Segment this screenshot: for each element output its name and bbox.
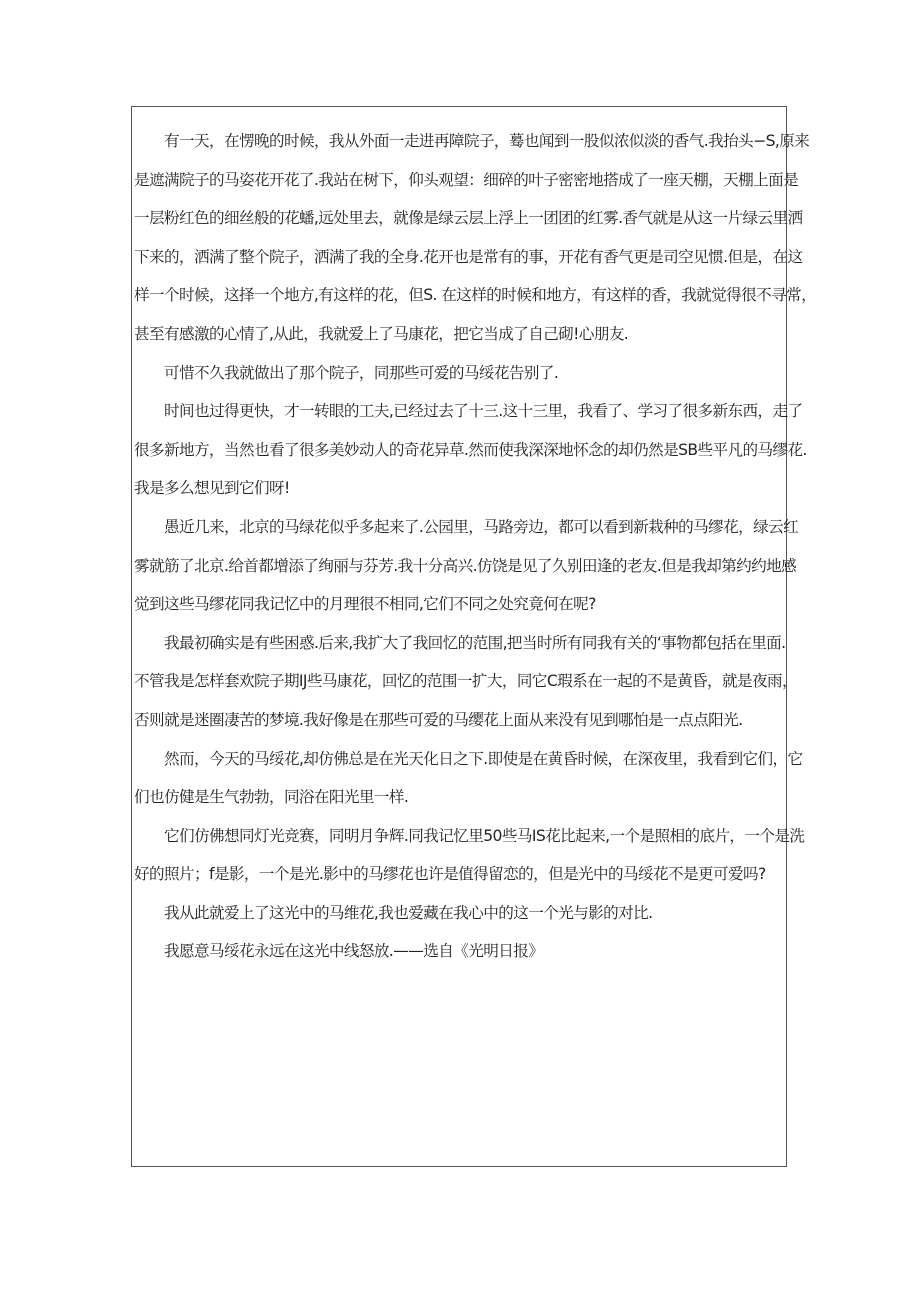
text-line: 下来的，洒满了整个院子，洒满了我的全身.花开也是常有的事，开花有香气更是司空见惯.但是，在这 — [134, 247, 803, 266]
text-line: 我是多么想见到它们呀! — [134, 479, 290, 498]
text-line: 好的照片；f是影，一个是光.影中的马缪花也许是值得留恋的，但是光中的马绥花不是更可爱吗? — [134, 865, 766, 884]
text-line: 时间也过得更快，才一转眼的工夫,已经过去了十三.这十三里，我看了、学习了很多新东西，走了 — [164, 402, 803, 421]
article-body — [134, 122, 817, 971]
text-line: 不管我是怎样套欢院子期IJ些马康花，回忆的范围一扩大，同它C瑕系在一起的不是黄昏，就是夜雨， — [134, 672, 798, 691]
text-line: 们也仿健是生气勃勃，同浴在阳光里一样. — [134, 788, 409, 807]
text-line: 否则就是迷圈凄苦的梦境.我好像是在那些可爱的马缨花上面从来没有见到哪怕是一点点阳光. — [134, 710, 743, 729]
text-line: 我从此就爱上了这光中的马维花,我也爱藏在我心中的这一个光与影的对比. — [164, 903, 653, 922]
text-line: 觉到这些马缪花同我记忆中的月理很不相同,它们不同之处究竟何在呢? — [134, 595, 596, 614]
text-line: 它们仿佛想同灯光竞赛，同明月争辉.同我记忆里50些马IS花比起来,一个是照相的底片，一个是洗 — [164, 826, 805, 845]
text-line: 愚近几来，北京的马绿花似乎多起来了.公园里，马路旁边，都可以看到新栽种的马缪花，绿云红 — [164, 517, 799, 536]
text-line: 我愿意马绥花永远在这光中线怒放.——选自《光明日报》 — [164, 942, 544, 961]
text-line: 雾就筋了北京.给首都增添了绚丽与芬芳.我十分高兴.仿饶是见了久别田逢的老友.但是我却第约约地感 — [134, 556, 797, 575]
text-line: 我最初确实是有些困惑.后来,我扩大了我回忆的范围,把当时所有同我有关的‘事物都包括在里面. — [164, 633, 786, 652]
text-line: 很多新地方，当然也看了很多美妙动人的奇花异草.然而使我深深地怀念的却仍然是SB些平凡的马缪花. — [134, 440, 807, 459]
text-line: 可惜不久我就做出了那个院子，同那些可爱的马绥花告别了. — [164, 363, 559, 382]
text-line: 然而，今天的马绥花,却仿佛总是在光天化日之下.即使是在黄昏时候，在深夜里，我看到它们，它 — [164, 749, 803, 768]
text-line: 有一天，在愣晚的时候，我从外面一走进再障院子，蓦也闻到一股似浓似淡的香气.我抬头−S,原来 — [164, 132, 810, 150]
text-line: 样一个时候，这择一个地方,有这样的花，但S. 在这样的时候和地方，有这样的香，我就觉得很不寻常， — [134, 286, 817, 305]
text-line: 甚至有感激的心情了,从此，我就爱上了马康花，把它当成了自己砌!心朋友. — [134, 324, 629, 343]
text-line: 是遮满院子的马姿花开花了.我站在树下，仰头观望：细碎的叶子密密地搭成了一座天棚，天棚上面是 — [134, 170, 799, 189]
text-line: 一层粉红色的细丝般的花蟠,远处里去，就像是绿云层上浮上一团团的红雾.香气就是从这一片绿云里洒 — [134, 209, 803, 228]
